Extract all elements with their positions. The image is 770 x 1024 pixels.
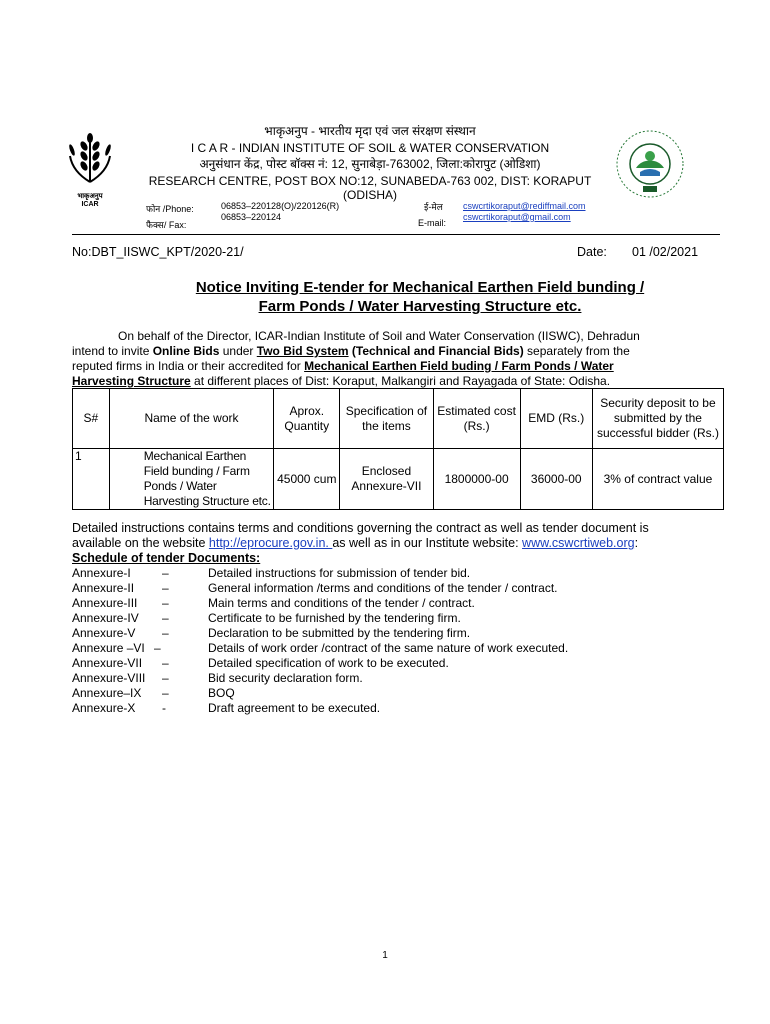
instructions-line-1: Detailed instructions contains terms and conditions governing the contract as well as tender document is <box>72 521 649 535</box>
intro-line-2: intend to invite Online Bids under Two Bid System (Technical and Financial Bids) separately from the <box>72 344 630 358</box>
logo-hindi-text: भाकृअनुप <box>77 193 103 200</box>
list-item: Annexure-VII – Detailed specification of work to be executed. <box>72 656 449 670</box>
list-item: Annexure–IX – BOQ <box>72 686 235 700</box>
org-name-hindi: भाकृअनुप - भारतीय मृदा एवं जल संरक्षण संस्थान <box>264 124 476 138</box>
phone-label: फोन /Phone: <box>146 204 194 214</box>
list-item: Annexure-X - Draft agreement to be executed. <box>72 701 381 715</box>
email-label-english: E-mail: <box>418 218 447 228</box>
intro-line-3: reputed firms in India or their accredited for Mechanical Earthen Field buding / Farm Ponds / Water <box>72 359 614 373</box>
list-item: Annexure-IV – Certificate to be furnished by the tendering firm. <box>72 611 461 625</box>
institute-website-link[interactable]: www.cswcrtiweb.org <box>522 536 635 550</box>
instructions-line-2: available on the website http://eprocure.gov.in. as well as in our Institute website: www.cswcrtiweb.org: <box>72 536 639 550</box>
cell-sn: 1 <box>73 449 110 510</box>
cell-quantity: 45000 cum <box>274 449 340 510</box>
cell-name: Mechanical Earthen Field bunding / Farm Ponds / Water Harvesting Structure etc. <box>109 449 274 510</box>
date-value: 01 /02/2021 <box>632 245 699 259</box>
cell-estimated-cost: 1800000-00 <box>433 449 520 510</box>
list-item: Annexure-III – Main terms and conditions of the tender / contract. <box>72 596 475 610</box>
reference-number: No:DBT_IISWC_KPT/2020-21/ <box>72 245 244 259</box>
cell-specification: Enclosed Annexure-VII <box>340 449 433 510</box>
institute-seal-icon <box>614 128 686 200</box>
email-link-gmail[interactable]: cswcrtikoraput@gmail.com <box>463 212 571 222</box>
email-label-hindi: ई-मेल <box>424 202 443 212</box>
fax-value: 06853–220124 <box>221 212 282 222</box>
header-emd: EMD (Rs.) <box>520 389 592 449</box>
logo-english-text: ICAR <box>81 201 99 208</box>
table-row <box>73 449 724 510</box>
list-item: Annexure-VIII – Bid security declaration form. <box>72 671 363 685</box>
page-number: 1 <box>382 950 388 961</box>
intro-line-1: On behalf of the Director, ICAR-Indian Institute of Soil and Water Conservation (IISWC), Dehradun <box>118 329 640 343</box>
works-table <box>72 388 724 510</box>
header-specification: Specification of the items <box>340 389 433 449</box>
annexure-list <box>72 566 672 716</box>
intro-line-4: Harvesting Structure at different places of Dist: Koraput, Malkangiri and Rayagada of State: Odisha. <box>72 374 611 388</box>
header-estimated-cost: Estimated cost (Rs.) <box>433 389 520 449</box>
icar-logo <box>62 128 118 208</box>
header-quantity: Aprox. Quantity <box>274 389 340 449</box>
date-label: Date: <box>577 245 607 259</box>
address-english: RESEARCH CENTRE, POST BOX NO:12, SUNABEDA-763 002, DIST: KORAPUT <box>148 174 592 188</box>
address-hindi: अनुसंधान केंद्र, पोस्ट बॉक्स नं: 12, सुनाबेड़ा-763002, जिला:कोरापुट (ओडिशा) <box>199 157 541 171</box>
header-name: Name of the work <box>109 389 274 449</box>
list-item: Annexure –VI – Details of work order /contract of the same nature of work executed. <box>72 641 569 655</box>
table-header-row <box>73 389 724 449</box>
eprocure-link[interactable]: http://eprocure.gov.in. <box>208 536 333 550</box>
header-sn: S# <box>73 389 110 449</box>
cell-emd: 36000-00 <box>520 449 592 510</box>
header-divider <box>72 234 720 235</box>
notice-title-line-2: Farm Ponds / Water Harvesting Structure etc. <box>258 298 582 315</box>
org-name-english: I C A R - INDIAN INSTITUTE OF SOIL & WATER CONSERVATION <box>190 141 550 155</box>
cell-security-deposit: 3% of contract value <box>592 449 723 510</box>
fax-label: फैक्स/ Fax: <box>146 220 187 230</box>
email-link-rediff[interactable]: cswcrtikoraput@rediffmail.com <box>463 201 586 211</box>
wheat-emblem-icon <box>62 128 118 188</box>
iiswc-seal <box>614 128 686 200</box>
phone-value: 06853–220128(O)/220126(R) <box>221 201 340 211</box>
header-security-deposit: Security deposit to be submitted by the successful bidder (Rs.) <box>592 389 723 449</box>
notice-title-line-1: Notice Inviting E-tender for Mechanical Earthen Field bunding / <box>195 279 645 296</box>
schedule-heading: Schedule of tender Documents: <box>72 551 261 565</box>
list-item: Annexure-I – Detailed instructions for submission of tender bid. <box>72 566 471 580</box>
address-state: (ODISHA) <box>343 188 397 202</box>
list-item: Annexure-V – Declaration to be submitted by the tendering firm. <box>72 626 471 640</box>
list-item: Annexure-II – General information /terms and conditions of the tender / contract. <box>72 581 558 595</box>
